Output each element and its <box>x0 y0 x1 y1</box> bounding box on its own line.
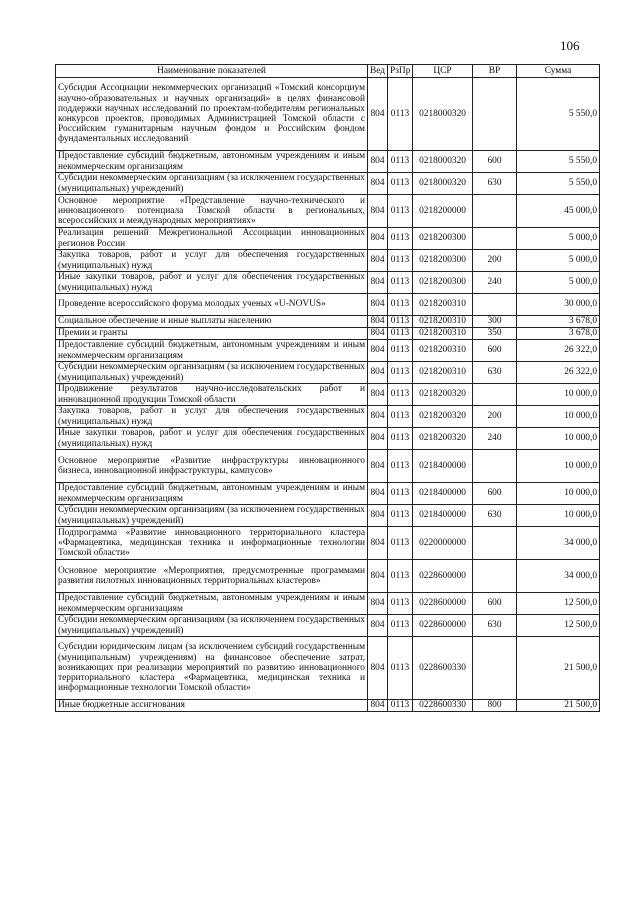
row-vr-cell: 600 <box>473 340 517 362</box>
row-name-cell: Премии и гранты <box>56 328 368 340</box>
row-name-cell: Закупка товаров, работ и услуг для обеспечения государственных (муниципальных) нужд <box>56 406 368 428</box>
row-csr-cell: 0218200310 <box>413 340 473 362</box>
row-ved-cell: 804 <box>368 250 388 272</box>
row-sum-cell: 12 500,0 <box>517 615 600 637</box>
table-row <box>56 362 600 384</box>
row-rzpr-cell: 0113 <box>388 483 413 505</box>
header-ved: Вед <box>368 65 388 78</box>
row-rzpr-cell: 0113 <box>388 505 413 527</box>
row-rzpr-cell: 0113 <box>388 428 413 450</box>
row-csr-cell: 0228600330 <box>413 700 473 712</box>
row-ved-cell: 804 <box>368 328 388 340</box>
row-rzpr-cell: 0113 <box>388 340 413 362</box>
row-ved-cell: 804 <box>368 505 388 527</box>
table-row <box>56 151 600 173</box>
table-row <box>56 406 600 428</box>
row-rzpr-cell: 0113 <box>388 228 413 250</box>
table-header-row <box>56 65 600 78</box>
row-ved-cell: 804 <box>368 173 388 195</box>
row-ved-cell: 804 <box>368 406 388 428</box>
table-row <box>56 560 600 593</box>
row-ved-cell: 804 <box>368 483 388 505</box>
row-name-cell: Предоставление субсидий бюджетным, автономным учреждениям и иным некоммерческим организациям <box>56 340 368 362</box>
row-ved-cell: 804 <box>368 316 388 328</box>
row-csr-cell: 0218200300 <box>413 250 473 272</box>
row-csr-cell: 0218200300 <box>413 228 473 250</box>
row-sum-cell: 45 000,0 <box>517 195 600 228</box>
row-sum-cell: 10 000,0 <box>517 406 600 428</box>
row-name-cell: Субсидия Ассоциации некоммерческих организаций «Томский консорциум научно-образовательных и научных организаций» в целях финансовой поддержки научных исследований по проектам-победителям региональных конкурсов проектов, проводимых Администрацией Томской области с Российским гуманитарным научным фондом и Российским фондом фундаментальных исследований <box>56 78 368 151</box>
row-rzpr-cell: 0113 <box>388 272 413 294</box>
row-rzpr-cell: 0113 <box>388 250 413 272</box>
row-csr-cell: 0218200000 <box>413 195 473 228</box>
row-name-cell: Закупка товаров, работ и услуг для обеспечения государственных (муниципальных) нужд <box>56 250 368 272</box>
row-ved-cell: 804 <box>368 615 388 637</box>
row-ved-cell: 804 <box>368 78 388 151</box>
row-rzpr-cell: 0113 <box>388 151 413 173</box>
header-rzpr: РзПр <box>388 65 413 78</box>
row-name-cell: Проведение всероссийского форума молодых ученых «U-NOVUS» <box>56 294 368 316</box>
row-sum-cell: 5 000,0 <box>517 250 600 272</box>
row-vr-cell: 240 <box>473 428 517 450</box>
row-name-cell: Субсидии некоммерческим организациям (за исключением государственных (муниципальных) учреждений) <box>56 362 368 384</box>
table-row <box>56 637 600 700</box>
row-sum-cell: 10 000,0 <box>517 450 600 483</box>
row-sum-cell: 5 000,0 <box>517 228 600 250</box>
row-name-cell: Предоставление субсидий бюджетным, автономным учреждениям и иным некоммерческим организациям <box>56 151 368 173</box>
row-sum-cell: 10 000,0 <box>517 505 600 527</box>
row-rzpr-cell: 0113 <box>388 637 413 700</box>
row-csr-cell: 0218000320 <box>413 151 473 173</box>
row-vr-cell: 600 <box>473 483 517 505</box>
row-csr-cell: 0218200320 <box>413 384 473 406</box>
row-vr-cell: 630 <box>473 505 517 527</box>
header-csr: ЦСР <box>413 65 473 78</box>
table-row <box>56 228 600 250</box>
row-ved-cell: 804 <box>368 560 388 593</box>
row-sum-cell: 5 550,0 <box>517 173 600 195</box>
row-rzpr-cell: 0113 <box>388 173 413 195</box>
row-vr-cell <box>473 384 517 406</box>
row-sum-cell: 5 000,0 <box>517 272 600 294</box>
row-csr-cell: 0218200320 <box>413 406 473 428</box>
row-csr-cell: 0218200310 <box>413 316 473 328</box>
row-rzpr-cell: 0113 <box>388 195 413 228</box>
row-name-cell: Реализация решений Межрегиональной Ассоциации инновационных регионов России <box>56 228 368 250</box>
row-name-cell: Социальное обеспечение и иные выплаты населению <box>56 316 368 328</box>
table-row <box>56 700 600 712</box>
row-vr-cell <box>473 450 517 483</box>
table-row <box>56 316 600 328</box>
row-rzpr-cell: 0113 <box>388 406 413 428</box>
row-ved-cell: 804 <box>368 195 388 228</box>
row-sum-cell: 26 322,0 <box>517 362 600 384</box>
row-csr-cell: 0228600000 <box>413 615 473 637</box>
row-sum-cell: 34 000,0 <box>517 527 600 560</box>
row-vr-cell <box>473 637 517 700</box>
table-row <box>56 195 600 228</box>
page-number: 106 <box>560 38 580 53</box>
row-csr-cell: 0228600330 <box>413 637 473 700</box>
row-rzpr-cell: 0113 <box>388 328 413 340</box>
row-csr-cell: 0220000000 <box>413 527 473 560</box>
row-csr-cell: 0218200310 <box>413 328 473 340</box>
row-vr-cell: 630 <box>473 362 517 384</box>
row-vr-cell: 200 <box>473 406 517 428</box>
row-ved-cell: 804 <box>368 340 388 362</box>
row-sum-cell: 12 500,0 <box>517 593 600 615</box>
row-rzpr-cell: 0113 <box>388 615 413 637</box>
table-row <box>56 173 600 195</box>
row-csr-cell: 0218400000 <box>413 483 473 505</box>
row-vr-cell: 600 <box>473 151 517 173</box>
row-ved-cell: 804 <box>368 428 388 450</box>
budget-table <box>55 64 600 712</box>
table-row <box>56 328 600 340</box>
table-row <box>56 505 600 527</box>
row-sum-cell: 10 000,0 <box>517 384 600 406</box>
row-csr-cell: 0218200310 <box>413 362 473 384</box>
table-row <box>56 294 600 316</box>
row-sum-cell: 10 000,0 <box>517 428 600 450</box>
row-ved-cell: 804 <box>368 450 388 483</box>
row-name-cell: Иные закупки товаров, работ и услуг для обеспечения государственных (муниципальных) нужд <box>56 272 368 294</box>
table-row <box>56 527 600 560</box>
row-rzpr-cell: 0113 <box>388 450 413 483</box>
row-ved-cell: 804 <box>368 272 388 294</box>
row-rzpr-cell: 0113 <box>388 560 413 593</box>
table-row <box>56 450 600 483</box>
row-sum-cell: 3 678,0 <box>517 316 600 328</box>
table-row <box>56 593 600 615</box>
row-ved-cell: 804 <box>368 228 388 250</box>
row-ved-cell: 804 <box>368 700 388 712</box>
row-name-cell: Предоставление субсидий бюджетным, автономным учреждениям и иным некоммерческим организациям <box>56 483 368 505</box>
row-sum-cell: 5 550,0 <box>517 151 600 173</box>
row-vr-cell <box>473 78 517 151</box>
row-rzpr-cell: 0113 <box>388 294 413 316</box>
row-vr-cell: 600 <box>473 593 517 615</box>
header-sum: Сумма <box>517 65 600 78</box>
row-csr-cell: 0218400000 <box>413 505 473 527</box>
row-ved-cell: 804 <box>368 294 388 316</box>
row-csr-cell: 0218200310 <box>413 294 473 316</box>
row-ved-cell: 804 <box>368 151 388 173</box>
row-vr-cell: 630 <box>473 615 517 637</box>
row-name-cell: Субсидии юридическим лицам (за исключением субсидий государственным (муниципальным) учреждениям) на финансовое обеспечение затрат, возникающих при реализации мероприятий по развитию инновационного территориального кластера «Фармацевтика, медицинская техника и информационные технологии Томской области» <box>56 637 368 700</box>
row-rzpr-cell: 0113 <box>388 316 413 328</box>
row-rzpr-cell: 0113 <box>388 593 413 615</box>
row-vr-cell: 350 <box>473 328 517 340</box>
row-csr-cell: 0218400000 <box>413 450 473 483</box>
row-ved-cell: 804 <box>368 637 388 700</box>
row-csr-cell: 0218200320 <box>413 428 473 450</box>
row-name-cell: Подпрограмма «Развитие инновационного территориального кластера «Фармацевтика, медицинская техника и информационные технологии Томской области» <box>56 527 368 560</box>
row-rzpr-cell: 0113 <box>388 527 413 560</box>
table-row <box>56 340 600 362</box>
row-ved-cell: 804 <box>368 362 388 384</box>
row-name-cell: Продвижение результатов научно-исследовательских работ и инновационной продукции Томской области <box>56 384 368 406</box>
row-rzpr-cell: 0113 <box>388 700 413 712</box>
row-name-cell: Основное мероприятие «Представление научно-технического и инновационного потенциала Томской области в региональных, всероссийских и международных мероприятиях» <box>56 195 368 228</box>
row-rzpr-cell: 0113 <box>388 384 413 406</box>
row-csr-cell: 0218000320 <box>413 78 473 151</box>
table-row <box>56 428 600 450</box>
row-vr-cell <box>473 527 517 560</box>
row-ved-cell: 804 <box>368 384 388 406</box>
row-sum-cell: 30 000,0 <box>517 294 600 316</box>
table-row <box>56 483 600 505</box>
row-vr-cell <box>473 195 517 228</box>
row-vr-cell <box>473 228 517 250</box>
row-vr-cell: 200 <box>473 250 517 272</box>
row-vr-cell <box>473 294 517 316</box>
row-vr-cell: 800 <box>473 700 517 712</box>
table-body <box>56 78 600 712</box>
row-name-cell: Основное мероприятие «Развитие инфраструктуры инновационного бизнеса, инновационной инфраструктуры, кампусов» <box>56 450 368 483</box>
row-csr-cell: 0228600000 <box>413 593 473 615</box>
row-name-cell: Субсидии некоммерческим организациям (за исключением государственных (муниципальных) учреждений) <box>56 505 368 527</box>
row-vr-cell: 240 <box>473 272 517 294</box>
table-row <box>56 384 600 406</box>
row-name-cell: Субсидии некоммерческим организациям (за исключением государственных (муниципальных) учреждений) <box>56 173 368 195</box>
row-name-cell: Субсидии некоммерческим организациям (за исключением государственных (муниципальных) учреждений) <box>56 615 368 637</box>
row-sum-cell: 5 550,0 <box>517 78 600 151</box>
row-sum-cell: 34 000,0 <box>517 560 600 593</box>
table-row <box>56 250 600 272</box>
row-ved-cell: 804 <box>368 593 388 615</box>
row-name-cell: Основное мероприятие «Мероприятия, предусмотренные программами развития пилотных инновационных территориальных кластеров» <box>56 560 368 593</box>
row-vr-cell <box>473 560 517 593</box>
row-csr-cell: 0228600000 <box>413 560 473 593</box>
row-rzpr-cell: 0113 <box>388 362 413 384</box>
row-sum-cell: 10 000,0 <box>517 483 600 505</box>
row-sum-cell: 26 322,0 <box>517 340 600 362</box>
row-name-cell: Предоставление субсидий бюджетным, автономным учреждениям и иным некоммерческим организациям <box>56 593 368 615</box>
row-ved-cell: 804 <box>368 527 388 560</box>
header-name: Наименование показателей <box>56 65 368 78</box>
row-csr-cell: 0218200300 <box>413 272 473 294</box>
header-vr: ВР <box>473 65 517 78</box>
row-vr-cell: 630 <box>473 173 517 195</box>
row-rzpr-cell: 0113 <box>388 78 413 151</box>
table-row <box>56 615 600 637</box>
row-sum-cell: 3 678,0 <box>517 328 600 340</box>
row-csr-cell: 0218000320 <box>413 173 473 195</box>
row-sum-cell: 21 500,0 <box>517 637 600 700</box>
row-name-cell: Иные закупки товаров, работ и услуг для обеспечения государственных (муниципальных) нужд <box>56 428 368 450</box>
table-row <box>56 272 600 294</box>
row-name-cell: Иные бюджетные ассигнования <box>56 700 368 712</box>
row-vr-cell: 300 <box>473 316 517 328</box>
table-row <box>56 78 600 151</box>
row-sum-cell: 21 500,0 <box>517 700 600 712</box>
